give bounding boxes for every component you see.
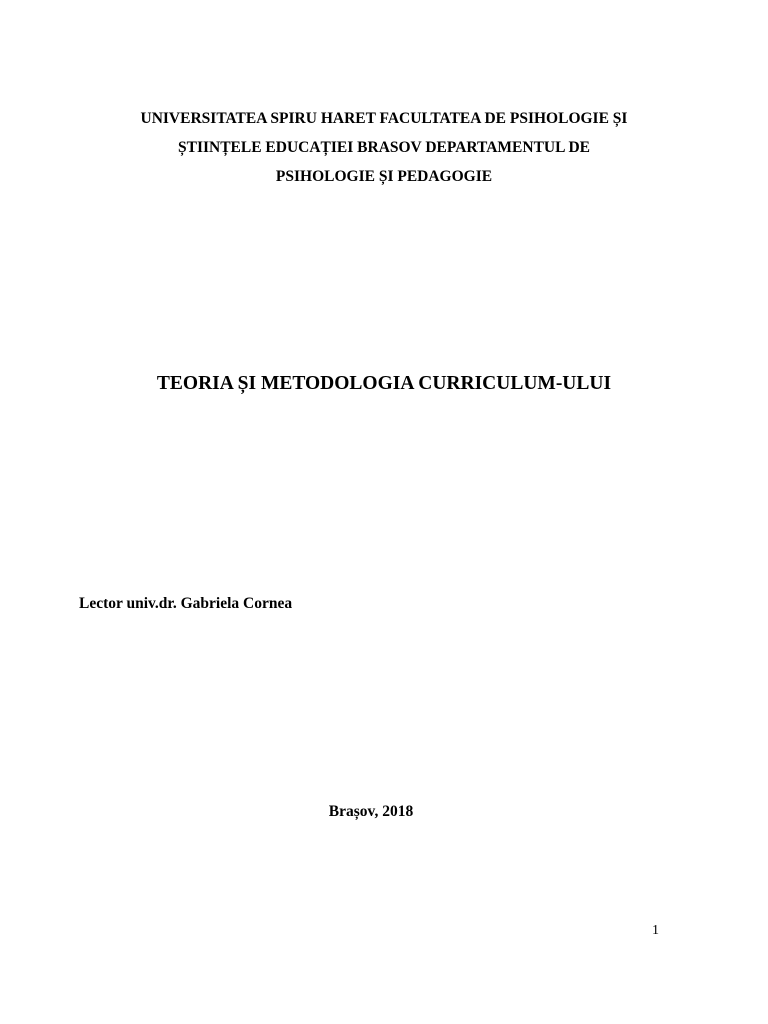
document-title: TEORIA ȘI METODOLOGIA CURRICULUM-ULUI [156,373,612,394]
header-line-1: UNIVERSITATEA SPIRU HARET FACULTATEA DE PSIHOLOGIE ȘI [140,110,628,127]
page-number: 1 [652,923,659,938]
place-date: Brașov, 2018 [328,803,414,820]
header-line-2: ȘTIINȚELE EDUCAȚIEI BRASOV DEPARTAMENTUL DE [177,139,591,156]
author-line: Lector univ.dr. Gabriela Cornea [79,595,293,612]
institution-header [60,104,708,191]
header-line-3: PSIHOLOGIE ȘI PEDAGOGIE [275,168,493,185]
